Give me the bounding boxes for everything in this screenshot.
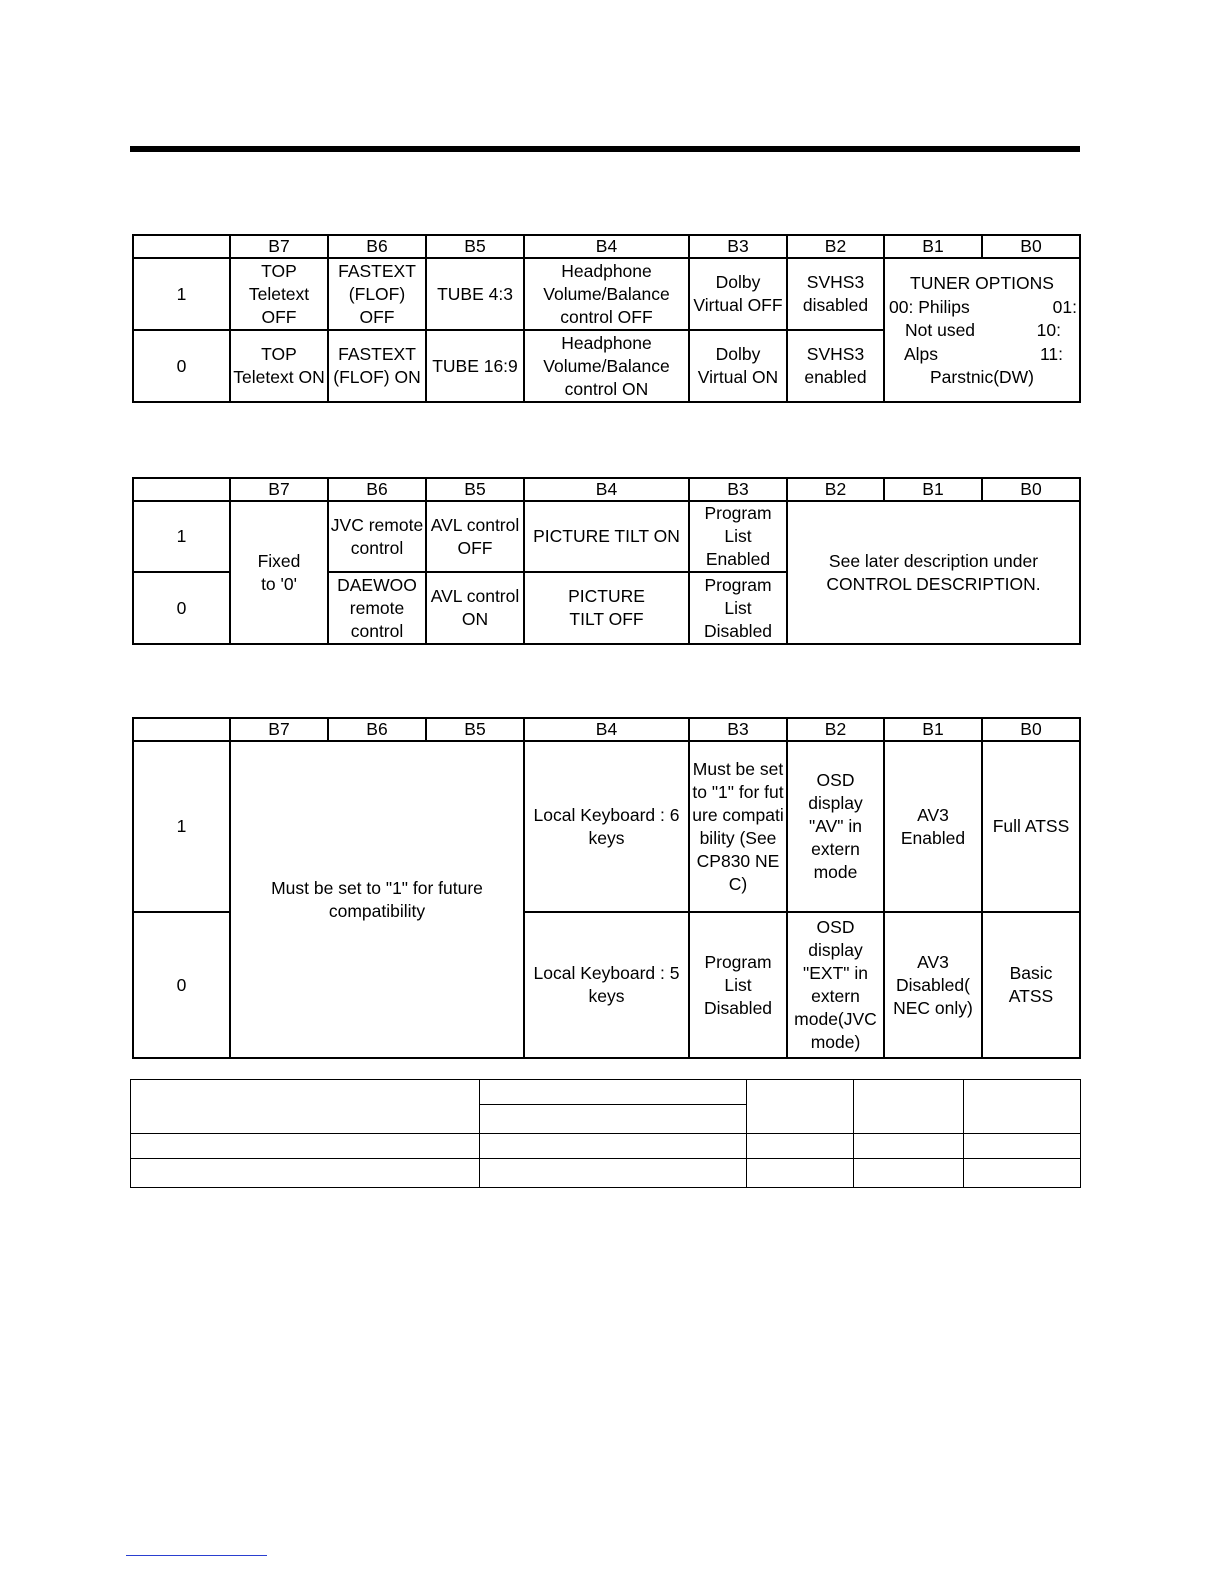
info-cell bbox=[964, 1159, 1081, 1188]
header-cell-b1: B1 bbox=[884, 718, 982, 741]
option-byte-table-2 bbox=[132, 477, 1081, 645]
header-rule bbox=[130, 146, 1080, 152]
header-cell-b5: B5 bbox=[426, 235, 524, 258]
table-header-row bbox=[133, 235, 1080, 258]
header-cell-b3: B3 bbox=[689, 235, 787, 258]
row-label: 1 bbox=[133, 501, 230, 572]
header-cell-b0: B0 bbox=[982, 478, 1080, 501]
header-cell-b6: B6 bbox=[328, 235, 426, 258]
cell-b3: Program List Disabled bbox=[689, 912, 787, 1058]
row-label: 0 bbox=[133, 912, 230, 1058]
info-cell bbox=[480, 1080, 747, 1105]
cell-b7-fixed: Fixed to '0' bbox=[230, 501, 328, 644]
info-cell bbox=[854, 1134, 964, 1159]
table-row bbox=[131, 1159, 1081, 1188]
cell-b1: AV3 Disabled( NEC only) bbox=[884, 912, 982, 1058]
info-cell bbox=[480, 1134, 747, 1159]
cell-b3: Program List Enabled bbox=[689, 501, 787, 572]
cell-b5: TUBE 16:9 bbox=[426, 330, 524, 402]
header-cell-b5: B5 bbox=[426, 718, 524, 741]
cell-b6: DAEWOO remote control bbox=[328, 572, 426, 644]
info-cell bbox=[964, 1134, 1081, 1159]
info-cell bbox=[131, 1134, 480, 1159]
table-header-row bbox=[133, 478, 1080, 501]
cell-b0: Full ATSS bbox=[982, 741, 1080, 912]
header-cell-b4: B4 bbox=[524, 478, 689, 501]
cell-b6: FASTEXT (FLOF) ON bbox=[328, 330, 426, 402]
cell-b2: SVHS3 disabled bbox=[787, 258, 884, 330]
table-row-value-1 bbox=[133, 258, 1080, 330]
header-cell-b4: B4 bbox=[524, 235, 689, 258]
header-cell-b2: B2 bbox=[787, 478, 884, 501]
cell-b2-b0-description: See later description under CONTROL DESCRIPTION. bbox=[787, 501, 1080, 644]
info-cell bbox=[480, 1159, 747, 1188]
header-cell-b7: B7 bbox=[230, 718, 328, 741]
header-cell-b1: B1 bbox=[884, 478, 982, 501]
tuner-option-line: Not used bbox=[905, 320, 976, 340]
cell-b4: Local Keyboard : 6 keys bbox=[524, 741, 689, 912]
cell-b6: JVC remote control bbox=[328, 501, 426, 572]
cell-b5: AVL control ON bbox=[426, 572, 524, 644]
table-row bbox=[131, 1080, 1081, 1105]
header-cell-b4: B4 bbox=[524, 718, 689, 741]
cell-b7: TOP Teletext OFF bbox=[230, 258, 328, 330]
option-byte-table-3 bbox=[132, 717, 1081, 1059]
table-row-value-1 bbox=[133, 741, 1080, 912]
header-cell-b2: B2 bbox=[787, 718, 884, 741]
info-cell bbox=[747, 1159, 854, 1188]
header-cell-b7: B7 bbox=[230, 478, 328, 501]
info-cell bbox=[747, 1134, 854, 1159]
info-cell bbox=[480, 1105, 747, 1134]
cell-b6: FASTEXT (FLOF) OFF bbox=[328, 258, 426, 330]
cell-b2: SVHS3 enabled bbox=[787, 330, 884, 402]
tuner-option-line: 00: Philips bbox=[889, 297, 970, 317]
header-cell-b2: B2 bbox=[787, 235, 884, 258]
table-header-row bbox=[133, 718, 1080, 741]
row-label: 0 bbox=[133, 330, 230, 402]
cell-b2: OSD display "EXT" in extern mode(JVC mode) bbox=[787, 912, 884, 1058]
row-label: 1 bbox=[133, 258, 230, 330]
cell-b7-b5-reserved: Must be set to "1" for future compatibility bbox=[230, 741, 524, 1058]
header-cell-b0: B0 bbox=[982, 235, 1080, 258]
header-cell-b6: B6 bbox=[328, 478, 426, 501]
header-cell-blank bbox=[133, 718, 230, 741]
header-cell-b7: B7 bbox=[230, 235, 328, 258]
cell-b3: Dolby Virtual ON bbox=[689, 330, 787, 402]
cell-b4: Headphone Volume/Balance control OFF bbox=[524, 258, 689, 330]
table-row-value-1 bbox=[133, 501, 1080, 572]
cell-b4: Headphone Volume/Balance control ON bbox=[524, 330, 689, 402]
option-byte-table-1 bbox=[132, 234, 1081, 403]
header-cell-blank bbox=[133, 478, 230, 501]
tuner-option-line: Parstnic(DW) bbox=[929, 367, 1035, 387]
header-cell-b5: B5 bbox=[426, 478, 524, 501]
row-label: 0 bbox=[133, 572, 230, 644]
info-cell bbox=[747, 1080, 854, 1134]
cell-b4: PICTURE TILT OFF bbox=[524, 572, 689, 644]
info-cell bbox=[964, 1080, 1081, 1134]
cell-b3: Must be set to "1" for future compatibility (See CP830 NEC) bbox=[689, 741, 787, 912]
header-cell-blank bbox=[133, 235, 230, 258]
header-cell-b6: B6 bbox=[328, 718, 426, 741]
cell-b4: PICTURE TILT ON bbox=[524, 501, 689, 572]
cell-b3: Dolby Virtual OFF bbox=[689, 258, 787, 330]
tuner-options-title: TUNER OPTIONS bbox=[910, 273, 1054, 293]
info-cell bbox=[131, 1159, 480, 1188]
row-label: 1 bbox=[133, 741, 230, 912]
tuner-options-cell bbox=[884, 258, 1080, 402]
table-row bbox=[131, 1134, 1081, 1159]
tuner-options-block bbox=[885, 259, 1079, 399]
info-cell bbox=[131, 1080, 480, 1134]
tuner-option-line: 01: bbox=[1052, 297, 1077, 317]
cell-b7: TOP Teletext ON bbox=[230, 330, 328, 402]
header-cell-b0: B0 bbox=[982, 718, 1080, 741]
cell-b1: AV3 Enabled bbox=[884, 741, 982, 912]
header-cell-b3: B3 bbox=[689, 478, 787, 501]
cell-b3: Program List Disabled bbox=[689, 572, 787, 644]
footer-link-underline[interactable] bbox=[126, 1555, 267, 1556]
header-cell-b3: B3 bbox=[689, 718, 787, 741]
tuner-option-line: 11: bbox=[1039, 344, 1063, 364]
cell-b2: OSD display "AV" in extern mode bbox=[787, 741, 884, 912]
tuner-option-line: Alps bbox=[904, 344, 939, 364]
info-cell bbox=[854, 1080, 964, 1134]
info-cell bbox=[854, 1159, 964, 1188]
cell-b5: AVL control OFF bbox=[426, 501, 524, 572]
cell-b0: Basic ATSS bbox=[982, 912, 1080, 1058]
revision-info-table bbox=[130, 1079, 1081, 1188]
cell-b5: TUBE 4:3 bbox=[426, 258, 524, 330]
cell-b4: Local Keyboard : 5 keys bbox=[524, 912, 689, 1058]
tuner-option-line: 10: bbox=[1036, 320, 1061, 340]
header-cell-b1: B1 bbox=[884, 235, 982, 258]
